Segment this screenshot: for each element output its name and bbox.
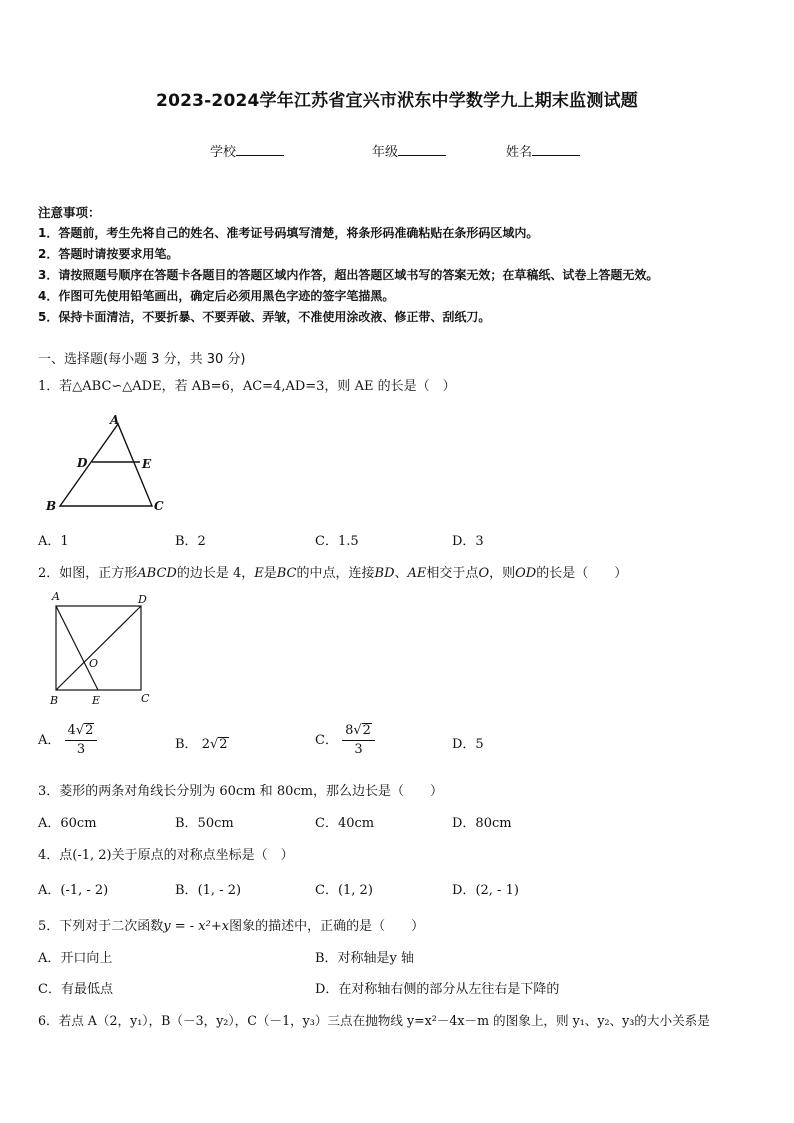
denominator: 3	[354, 742, 363, 757]
option-letter: D．	[452, 883, 476, 898]
q4-option-c[interactable]	[315, 879, 373, 898]
option-letter: B．	[175, 883, 198, 898]
denominator: 3	[76, 742, 86, 757]
figure-label-e: E	[142, 457, 152, 471]
option-value: (1, - 2)	[197, 883, 242, 898]
option-letter: C．	[315, 733, 338, 748]
figure-label-e: E	[92, 694, 101, 707]
q5-text-part: 5．下列对于二次函数	[38, 919, 164, 934]
grade-blank[interactable]	[398, 144, 446, 156]
question-6-text: 6．若点 A（2，y₁），B（－3，y₂），C（－1，y₃）三点在抛物线 y=x²－4x－m 的图象上，则 y₁、y₂、y₃的大小关系是	[38, 1013, 710, 1028]
q2-text-part: 2．如图，正方形	[38, 566, 138, 581]
figure-label-a: A	[110, 413, 120, 427]
question-2-figure	[44, 588, 164, 710]
figure-label-d: D	[77, 456, 88, 470]
name-label: 姓名	[506, 145, 533, 160]
q2-math-part: AE	[407, 566, 427, 581]
radicand: 2	[362, 723, 371, 738]
q4-option-d[interactable]	[452, 879, 519, 898]
q2-text-part: 的边长是 4，	[176, 566, 255, 581]
radicand: 2	[85, 723, 94, 738]
school-field	[210, 141, 284, 160]
q2-math-part: BD	[374, 566, 395, 581]
q3-option-c[interactable]: C．40cm	[315, 816, 375, 831]
name-blank[interactable]	[532, 144, 580, 156]
q2-option-b[interactable]: B． 2√2	[175, 737, 228, 752]
q4-text-part: 关于原点的对称点坐标是（ ）	[111, 848, 294, 863]
q4-point: (-1, 2)	[72, 848, 112, 863]
name-field	[506, 141, 580, 160]
option-letter: A．	[38, 733, 61, 748]
figure-label-d: D	[138, 593, 147, 606]
q1-option-b[interactable]: B．2	[175, 534, 206, 549]
q3-option-b[interactable]: B．50cm	[175, 816, 234, 831]
q2-math-part: OD	[515, 566, 537, 581]
q5-option-a[interactable]: A．开口向上	[38, 951, 113, 966]
option-letter: C．	[315, 883, 338, 898]
q3-option-d[interactable]: D．80cm	[452, 816, 512, 831]
radicand: 2	[219, 737, 228, 752]
school-blank[interactable]	[236, 144, 284, 156]
option-value: (1, 2)	[337, 883, 373, 898]
question-1-figure	[40, 410, 175, 515]
figure-label-c: C	[141, 692, 150, 705]
q2-text-part: ，则	[489, 566, 516, 581]
figure-label-o: O	[89, 657, 99, 670]
section-title: 一、选择题(每小题 3 分，共 30 分)	[38, 352, 246, 367]
figure-label-b: B	[50, 694, 59, 707]
question-5-text	[38, 915, 424, 934]
q2-math-part: BC	[276, 566, 297, 581]
q1-option-d[interactable]: D．3	[452, 534, 484, 549]
q4-option-a[interactable]	[38, 879, 108, 898]
q2-text-part: 、	[394, 566, 408, 581]
q2-math-part: O	[478, 566, 490, 581]
q5-option-d[interactable]: D．在对称轴右侧的部分从左往右是下降的	[315, 982, 560, 997]
coefficient: 4	[67, 723, 76, 738]
q3-option-a[interactable]: A．60cm	[38, 816, 97, 831]
notice-item: 4．作图可先使用铅笔画出，确定后必须用黑色字迹的签字笔描黑。	[38, 289, 395, 303]
grade-label: 年级	[372, 145, 399, 160]
option-letter: B．	[175, 737, 198, 752]
q2-text-part: 的长是（ ）	[536, 566, 628, 581]
q5-option-b[interactable]: B．对称轴是y 轴	[315, 951, 415, 966]
q4-option-b[interactable]	[175, 879, 241, 898]
question-3-text: 3．菱形的两条对角线长分别为 60cm 和 80cm，那么边长是（ ）	[38, 784, 443, 799]
question-1-text: 1．若△ABC∽△ADE，若 AB=6，AC=4,AD=3，则 AE 的长是（ ）	[38, 379, 456, 394]
q1-option-c[interactable]: C．1.5	[315, 534, 359, 549]
question-4-text	[38, 844, 294, 863]
school-label: 学校	[210, 145, 237, 160]
q5-function: y = - x²+x	[163, 919, 230, 934]
figure-label-b: B	[46, 499, 57, 513]
figure-label-c: C	[154, 499, 164, 513]
q2-option-d[interactable]: D．5	[452, 737, 484, 752]
q5-text-part: 图象的描述中，正确的是（ ）	[229, 919, 425, 934]
fraction	[342, 722, 375, 759]
page-title: 2023-2024学年江苏省宜兴市洑东中学数学九上期末监测试题	[156, 91, 638, 111]
q2-option-a[interactable]	[38, 722, 97, 759]
notice-item: 5．保持卡面清洁，不要折暴、不要弄破、弄皱，不准使用涂改液、修正带、刮纸刀。	[38, 310, 491, 324]
coefficient: 8	[345, 723, 354, 738]
option-letter: A．	[38, 883, 61, 898]
notice-item: 1．答题前，考生先将自己的姓名、准考证号码填写清楚，将条形码准确粘贴在条形码区域内。	[38, 226, 539, 240]
q5-option-c[interactable]: C．有最低点	[38, 982, 113, 997]
q2-option-c[interactable]	[315, 722, 375, 759]
figure-label-a: A	[52, 590, 60, 603]
q2-math-part: E	[254, 566, 264, 581]
option-value: (-1, - 2)	[60, 883, 109, 898]
q2-text-part: 相交于点	[426, 566, 479, 581]
option-value: (2, - 1)	[475, 883, 519, 898]
fraction	[65, 722, 98, 759]
question-2-text	[38, 562, 627, 581]
notice-item: 3．请按照题号顺序在答题卡各题目的答题区域内作答，超出答题区域书写的答案无效；在草稿纸、试卷上答题无效。	[38, 268, 659, 282]
q2-math-part: ABCD	[137, 566, 177, 581]
q2-text-part: 是	[263, 566, 277, 581]
q1-option-a[interactable]: A．1	[38, 534, 69, 549]
notice-item: 2．答题时请按要求用笔。	[38, 247, 179, 261]
numerator: 8√2	[342, 722, 375, 741]
q4-text-part: 4．点	[38, 848, 73, 863]
notice-heading: 注意事项：	[38, 205, 101, 220]
grade-field	[372, 141, 446, 160]
coefficient: 2	[201, 737, 210, 752]
q2-text-part: 的中点，连接	[296, 566, 375, 581]
numerator: 4√2	[65, 722, 98, 741]
